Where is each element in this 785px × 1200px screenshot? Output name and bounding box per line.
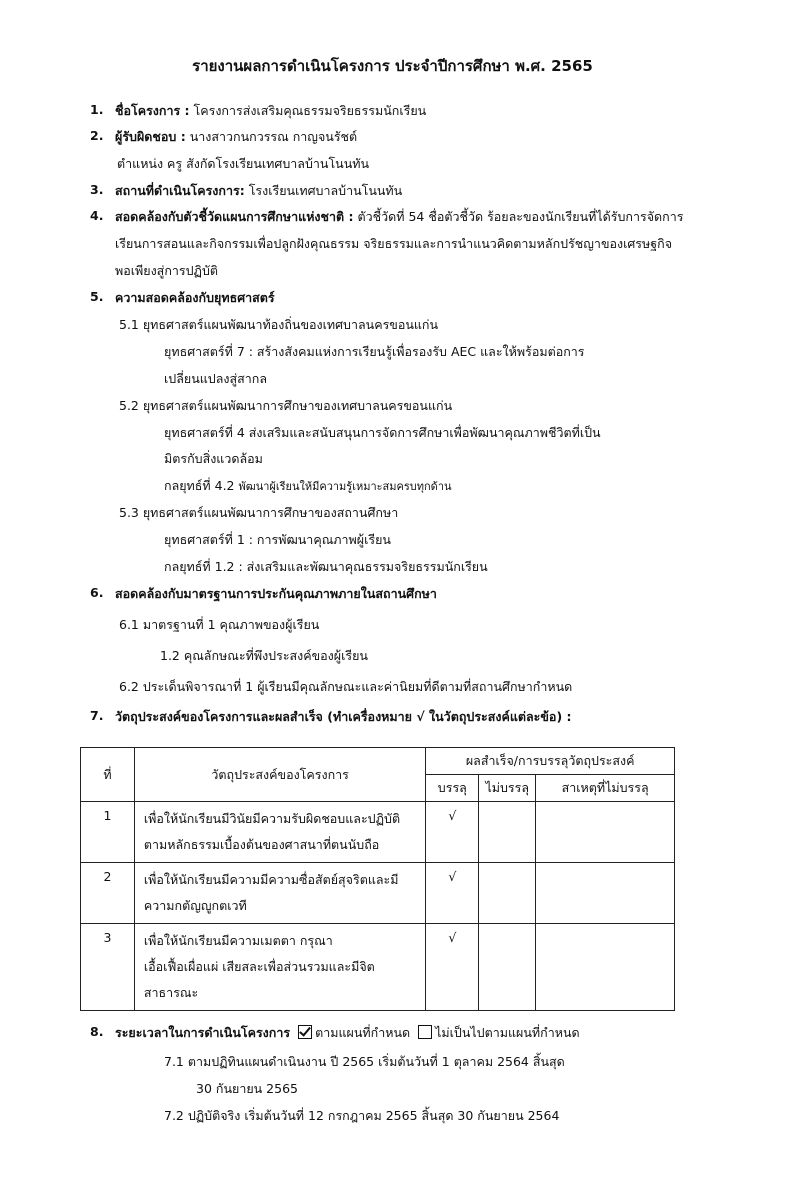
item-number: 5. bbox=[90, 289, 104, 304]
row-not-met bbox=[479, 802, 536, 863]
off-schedule-label: ไม่เป็นไปตามแผนที่กำหนด bbox=[435, 1025, 580, 1040]
header-met: บรรลุ bbox=[426, 775, 479, 802]
row-objective-line: เอื้อเฟื้อเผื่อแผ่ เสียสละเพื่อส่วนรวมและมีจิต bbox=[143, 959, 375, 974]
row-objective bbox=[134, 863, 425, 924]
header-not-met: ไม่บรรลุ bbox=[479, 775, 536, 802]
strategy-5-1-detail2: เปลี่ยนแปลงสู่สากล bbox=[164, 371, 267, 386]
item-number: 3. bbox=[90, 182, 104, 197]
row-number: 1 bbox=[81, 802, 135, 863]
schedule-actual: 7.2 ปฏิบัติจริง เริ่มต้นวันที่ 12 กรกฎาคม 2565 สิ้นสุด 30 กันยายน 2564 bbox=[164, 1108, 560, 1123]
strategy-5-2-detail2: มิตรกับสิ่งแวดล้อม bbox=[164, 451, 263, 466]
item-number: 4. bbox=[90, 208, 104, 223]
standard-6-1-detail: 1.2 คุณลักษณะที่พึงประสงค์ของผู้เรียน bbox=[160, 648, 368, 663]
row-met-mark: √ bbox=[426, 924, 479, 1011]
header-no: ที่ bbox=[81, 748, 135, 802]
off-schedule-checkbox[interactable] bbox=[418, 1025, 432, 1039]
location-label: สถานที่ดำเนินโครงการ: bbox=[115, 183, 245, 198]
row-objective bbox=[134, 802, 425, 863]
standard-6-2: 6.2 ประเด็นพิจารณาที่ 1 ผู้เรียนมีคุณลักษณะและค่านิยมที่ดีตามที่สถานศึกษากำหนด bbox=[119, 679, 573, 694]
item-number: 6. bbox=[90, 585, 104, 600]
strategy-5-1-detail: ยุทธศาสตร์ที่ 7 : สร้างสังคมแห่งการเรียนรู้เพื่อรองรับ AEC และให้พร้อมต่อการ bbox=[164, 344, 585, 359]
strategy-5-2-tactic bbox=[164, 477, 452, 496]
strategy-5-1: 5.1 ยุทธศาสตร์แผนพัฒนาท้องถิ่นของเทศบาลนครขอนแก่น bbox=[119, 317, 439, 332]
national-indicator-row bbox=[115, 208, 683, 226]
strategy-5-3-detail: ยุทธศาสตร์ที่ 1 : การพัฒนาคุณภาพผู้เรียน bbox=[164, 532, 391, 547]
item-number: 2. bbox=[90, 128, 104, 143]
national-indicator-line2: เรียนการสอนและกิจกรรมเพื่อปลูกฝังคุณธรรม จริยธรรมและการนำแนวคิดตามหลักปรัชญาของเศรษฐกิจ bbox=[115, 236, 673, 251]
header-reason: สาเหตุที่ไม่บรรลุ bbox=[536, 775, 675, 802]
row-objective-line: ความกตัญญูกตเวที bbox=[143, 898, 247, 913]
row-not-met bbox=[479, 924, 536, 1011]
responsible-label: ผู้รับผิดชอบ : bbox=[115, 129, 186, 144]
page-title: รายงานผลการดำเนินโครงการ ประจำปีการศึกษา พ.ศ. 2565 bbox=[192, 57, 593, 75]
item-number: 7. bbox=[90, 708, 104, 723]
project-name-row bbox=[115, 102, 426, 120]
strategy-5-2-detail: ยุทธศาสตร์ที่ 4 ส่งเสริมและสนับสนุนการจัดการศึกษาเพื่อพัฒนาคุณภาพชีวิตที่เป็น bbox=[164, 425, 601, 440]
row-objective-line: เพื่อให้นักเรียนมีวินัยมีความรับผิดชอบและปฏิบัติ bbox=[143, 811, 401, 826]
objectives-heading: วัตถุประสงค์ของโครงการและผลสำเร็จ (ทำเครื่องหมาย √ ในวัตถุประสงค์แต่ละข้อ) : bbox=[115, 709, 572, 724]
row-objective-line: เพื่อให้นักเรียนมีความมีความซื่อสัตย์สุจริตและมี bbox=[143, 872, 399, 887]
standard-heading: สอดคล้องกับมาตรฐานการประกันคุณภาพภายในสถานศึกษา bbox=[115, 586, 437, 601]
table-row bbox=[81, 924, 675, 1011]
duration-label: ระยะเวลาในการดำเนินโครงการ bbox=[115, 1025, 291, 1040]
on-schedule-label: ตามแผนที่กำหนด bbox=[315, 1025, 411, 1040]
location-row bbox=[115, 182, 402, 200]
schedule-planned: 7.1 ตามปฏิทินแผนดำเนินงาน ปี 2565 เริ่มต้นวันที่ 1 ตุลาคม 2564 สิ้นสุด bbox=[164, 1054, 565, 1069]
standard-6-1: 6.1 มาตรฐานที่ 1 คุณภาพของผู้เรียน bbox=[119, 617, 320, 632]
row-met-mark: √ bbox=[426, 802, 479, 863]
row-reason bbox=[536, 802, 675, 863]
national-indicator-label: สอดคล้องกับตัวชี้วัดแผนการศึกษาแห่งชาติ : bbox=[115, 209, 354, 224]
row-objective-line: ตามหลักธรรมเบื้องต้นของศาสนาที่ตนนับถือ bbox=[143, 837, 380, 852]
on-schedule-checkbox[interactable] bbox=[298, 1025, 312, 1039]
item-number: 1. bbox=[90, 102, 104, 117]
row-objective-line: เพื่อให้นักเรียนมีความเมตตา กรุณา bbox=[143, 933, 333, 948]
item-number: 8. bbox=[90, 1024, 104, 1039]
project-name-value: โครงการส่งเสริมคุณธรรมจริยธรรมนักเรียน bbox=[193, 103, 427, 118]
tactic-label: กลยุทธ์ที่ 4.2 bbox=[164, 478, 235, 493]
strategy-heading: ความสอดคล้องกับยุทธศาสตร์ bbox=[115, 290, 275, 305]
table-row bbox=[81, 802, 675, 863]
strategy-5-2: 5.2 ยุทธศาสตร์แผนพัฒนาการศึกษาของเทศบาลนครขอนแก่น bbox=[119, 398, 453, 413]
national-indicator-value: ตัวชี้วัดที่ 54 ชื่อตัวชี้วัด ร้อยละของนักเรียนที่ได้รับการจัดการ bbox=[357, 209, 684, 224]
national-indicator-line3: พอเพียงสู่การปฏิบัติ bbox=[115, 263, 218, 278]
row-objective-line: สาธารณะ bbox=[143, 985, 199, 1000]
responsible-value: นางสาวกนกวรรณ กาญจนรัชต์ bbox=[189, 129, 358, 144]
strategy-5-3: 5.3 ยุทธศาสตร์แผนพัฒนาการศึกษาของสถานศึกษา bbox=[119, 505, 399, 520]
row-objective bbox=[134, 924, 425, 1011]
location-value: โรงเรียนเทศบาลบ้านโนนทัน bbox=[248, 183, 403, 198]
row-number: 2 bbox=[81, 863, 135, 924]
row-reason bbox=[536, 924, 675, 1011]
responsible-row bbox=[115, 128, 357, 146]
responsible-position: ตำแหน่ง ครู สังกัดโรงเรียนเทศบาลบ้านโนนทัน bbox=[117, 156, 370, 171]
schedule-planned-end: 30 กันยายน 2565 bbox=[196, 1081, 298, 1096]
header-objective: วัตถุประสงค์ของโครงการ bbox=[134, 748, 425, 802]
row-not-met bbox=[479, 863, 536, 924]
table-row bbox=[81, 863, 675, 924]
row-reason bbox=[536, 863, 675, 924]
strategy-5-3-tactic: กลยุทธ์ที่ 1.2 : ส่งเสริมและพัฒนาคุณธรรมจริยธรรมนักเรียน bbox=[164, 559, 488, 574]
objectives-table bbox=[80, 747, 675, 1011]
header-result: ผลสำเร็จ/การบรรลุวัตถุประสงค์ bbox=[426, 748, 675, 775]
row-met-mark: √ bbox=[426, 863, 479, 924]
project-name-label: ชื่อโครงการ : bbox=[115, 103, 190, 118]
tactic-value: พัฒนาผู้เรียนให้มีความรู้เหมาะสมครบทุกด้าน bbox=[238, 480, 452, 493]
row-number: 3 bbox=[81, 924, 135, 1011]
duration-row bbox=[115, 1024, 580, 1042]
